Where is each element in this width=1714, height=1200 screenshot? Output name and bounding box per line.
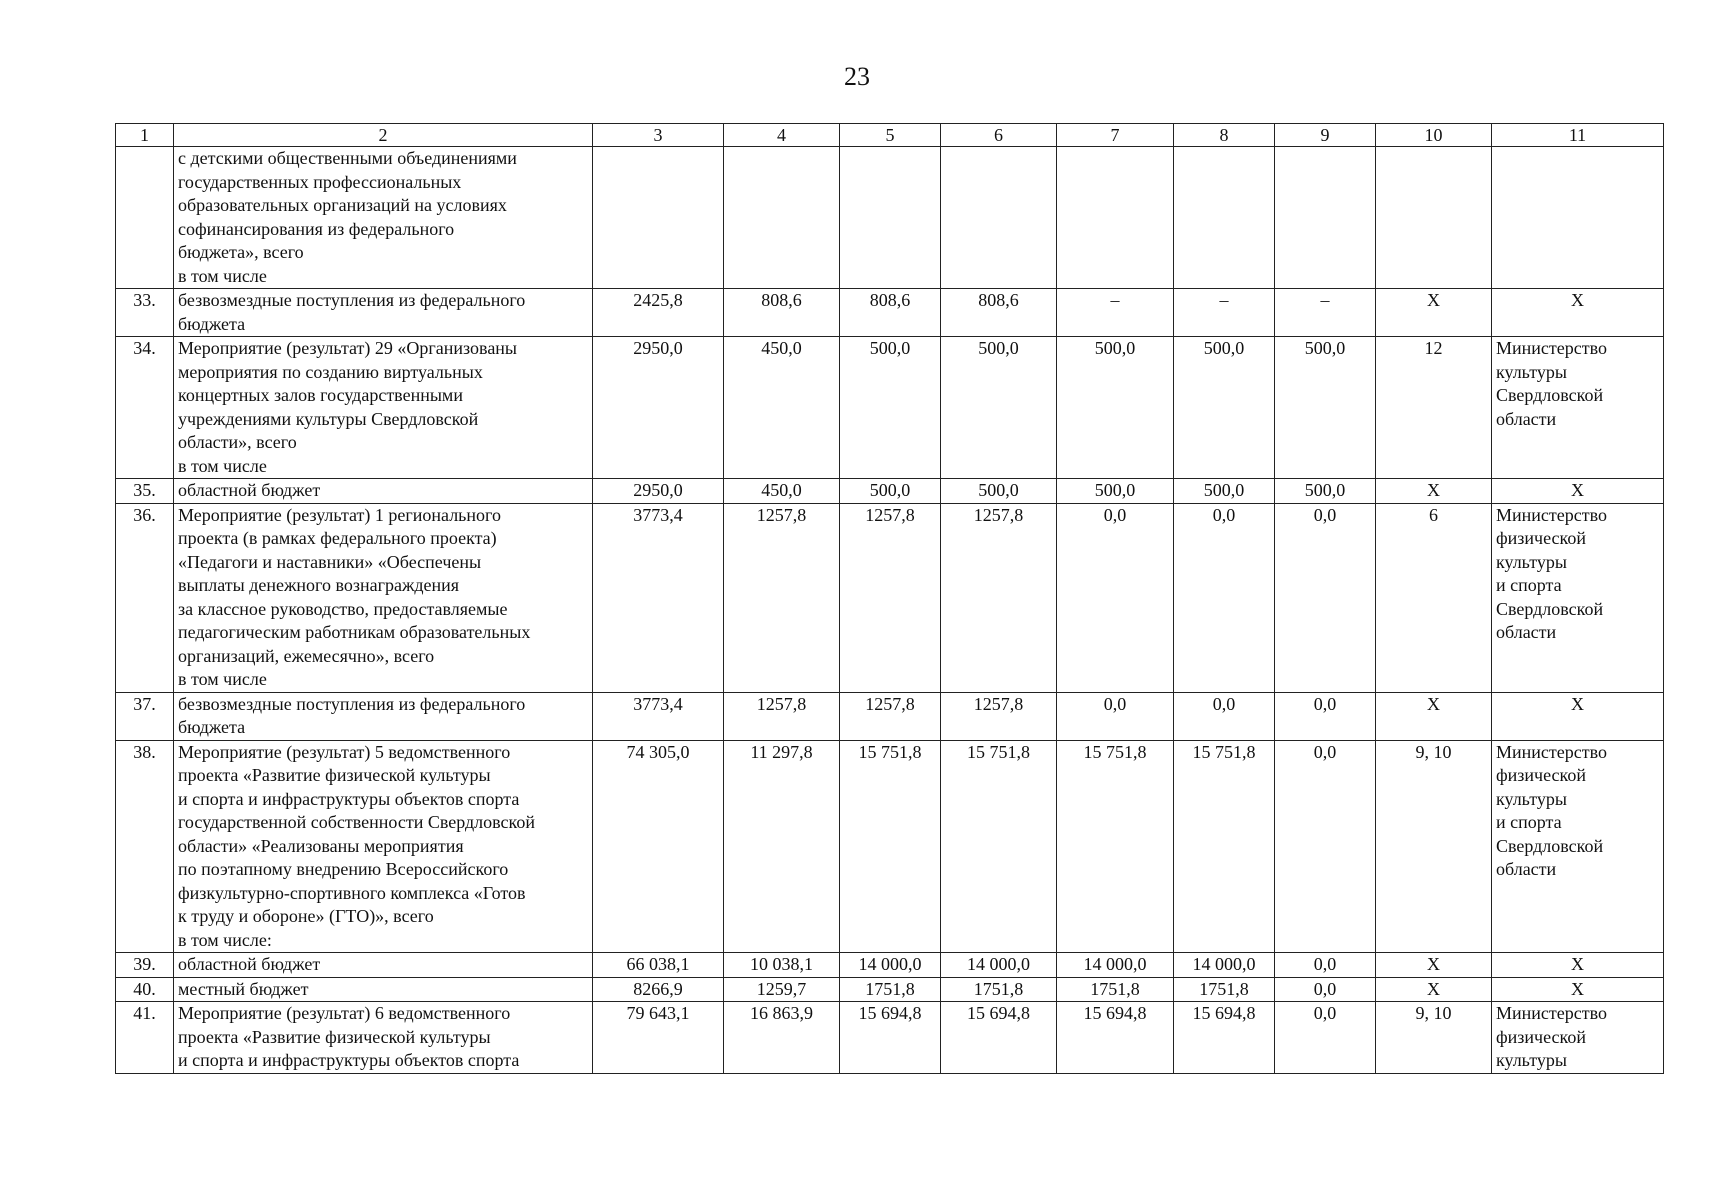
value-cell — [1376, 147, 1492, 289]
column-header: 7 — [1057, 124, 1174, 147]
value-cell: 2950,0 — [593, 479, 724, 504]
description-line: Мероприятие (результат) 5 ведомственного — [178, 741, 511, 762]
value-cell: – — [1174, 289, 1275, 337]
row-number-cell: 37. — [116, 692, 174, 740]
value-cell: 12 — [1376, 337, 1492, 479]
value-cell: 14 000,0 — [1057, 953, 1174, 978]
value-cell — [1174, 147, 1275, 289]
description-line: концертных залов государственными — [178, 385, 463, 405]
responsible-line: Свердловской — [1496, 598, 1604, 619]
description-line: в том числе — [178, 455, 267, 476]
responsible-line: физической — [1496, 528, 1586, 548]
description-line: физкультурно-спортивного комплекса «Готов — [178, 882, 526, 903]
row-number-cell: 38. — [116, 740, 174, 953]
description-line: с детскими общественными объединениями — [178, 148, 517, 168]
description-line: в том числе — [178, 669, 267, 689]
responsible-line: Министерство — [1496, 741, 1607, 762]
responsible-cell — [1492, 503, 1664, 692]
value-cell: 500,0 — [1174, 337, 1275, 479]
description-line: за классное руководство, предоставляемые — [178, 598, 508, 619]
column-header: 9 — [1275, 124, 1376, 147]
budget-table — [115, 123, 1664, 1074]
description-line: проекта «Развитие физической культуры — [178, 765, 491, 785]
row-number-cell: 35. — [116, 479, 174, 504]
description-cell — [174, 503, 593, 692]
description-line: Мероприятие (результат) 29 «Организованы — [178, 338, 518, 358]
column-header: 10 — [1376, 124, 1492, 147]
value-cell: 0,0 — [1275, 977, 1376, 1002]
value-cell: X — [1492, 953, 1664, 978]
description-line: безвозмездные поступления из федерального — [178, 290, 526, 310]
row-number-cell — [116, 147, 174, 289]
row-number-cell: 33. — [116, 289, 174, 337]
value-cell: 11 297,8 — [724, 740, 840, 953]
value-cell: 8266,9 — [593, 977, 724, 1002]
table-row — [116, 977, 1664, 1002]
value-cell: 15 694,8 — [941, 1002, 1057, 1074]
responsible-line: и спорта — [1496, 575, 1562, 595]
column-header: 11 — [1492, 124, 1664, 147]
value-cell: 1257,8 — [840, 692, 941, 740]
column-header: 6 — [941, 124, 1057, 147]
description-line: безвозмездные поступления из федерального — [178, 693, 526, 714]
value-cell: X — [1376, 953, 1492, 978]
value-cell: 1751,8 — [1174, 977, 1275, 1002]
description-cell — [174, 692, 593, 740]
value-cell: 450,0 — [724, 337, 840, 479]
description-line: и спорта и инфраструктуры объектов спорта — [178, 1050, 520, 1070]
description-line: области», всего — [178, 432, 297, 452]
responsible-line: культуры — [1496, 788, 1567, 809]
value-cell: – — [1057, 289, 1174, 337]
value-cell: 0,0 — [1275, 740, 1376, 953]
value-cell: X — [1492, 977, 1664, 1002]
table-row — [116, 1002, 1664, 1074]
responsible-line: Министерство — [1496, 1003, 1607, 1023]
value-cell: X — [1376, 479, 1492, 504]
description-line: по поэтапному внедрению Всероссийского — [178, 859, 509, 879]
value-cell: 1257,8 — [840, 503, 941, 692]
header-row — [116, 124, 1664, 147]
description-cell — [174, 1002, 593, 1074]
value-cell: 1751,8 — [941, 977, 1057, 1002]
responsible-cell — [1492, 1002, 1664, 1074]
value-cell: 500,0 — [1057, 337, 1174, 479]
value-cell: 500,0 — [1174, 479, 1275, 504]
value-cell: 500,0 — [840, 337, 941, 479]
description-line: организаций, ежемесячно», всего — [178, 645, 435, 666]
description-line: к труду и обороне» (ГТО)», всего — [178, 906, 434, 926]
column-header: 4 — [724, 124, 840, 147]
description-line: образовательных организаций на условиях — [178, 195, 507, 215]
value-cell: 2950,0 — [593, 337, 724, 479]
responsible-line: области — [1496, 859, 1557, 879]
value-cell: X — [1492, 289, 1664, 337]
description-line: бюджета — [178, 313, 246, 334]
value-cell: 500,0 — [941, 337, 1057, 479]
description-line: государственных профессиональных — [178, 171, 462, 192]
value-cell: X — [1492, 692, 1664, 740]
description-line: «Педагоги и наставники» «Обеспечены — [178, 551, 482, 572]
value-cell: 500,0 — [1275, 479, 1376, 504]
row-number-cell: 39. — [116, 953, 174, 978]
value-cell: 14 000,0 — [1174, 953, 1275, 978]
value-cell: 1257,8 — [941, 503, 1057, 692]
value-cell: 500,0 — [1057, 479, 1174, 504]
value-cell: X — [1376, 692, 1492, 740]
responsible-line: Свердловской — [1496, 835, 1604, 856]
table-body — [116, 124, 1664, 1074]
value-cell: 15 694,8 — [1174, 1002, 1275, 1074]
value-cell: 0,0 — [1275, 503, 1376, 692]
column-header: 1 — [116, 124, 174, 147]
value-cell: 15 751,8 — [840, 740, 941, 953]
value-cell: 74 305,0 — [593, 740, 724, 953]
value-cell: 14 000,0 — [840, 953, 941, 978]
value-cell: 9, 10 — [1376, 1002, 1492, 1074]
table-row — [116, 503, 1664, 692]
value-cell: 15 751,8 — [1174, 740, 1275, 953]
description-line: учреждениями культуры Свердловской — [178, 408, 479, 429]
value-cell: 0,0 — [1057, 503, 1174, 692]
value-cell: 808,6 — [840, 289, 941, 337]
description-cell — [174, 740, 593, 953]
value-cell: 2425,8 — [593, 289, 724, 337]
value-cell: 808,6 — [941, 289, 1057, 337]
value-cell — [1492, 147, 1664, 289]
page-number: 23 — [844, 62, 870, 91]
description-line: софинансирования из федерального — [178, 218, 455, 239]
value-cell — [724, 147, 840, 289]
value-cell: 66 038,1 — [593, 953, 724, 978]
value-cell — [1057, 147, 1174, 289]
responsible-line: культуры — [1496, 551, 1567, 572]
value-cell: 3773,4 — [593, 692, 724, 740]
responsible-line: области — [1496, 408, 1557, 429]
value-cell: 0,0 — [1275, 953, 1376, 978]
value-cell: 15 694,8 — [1057, 1002, 1174, 1074]
responsible-line: Министерство — [1496, 504, 1607, 525]
responsible-line: области — [1496, 622, 1557, 642]
responsible-line: культуры — [1496, 361, 1567, 382]
value-cell — [1275, 147, 1376, 289]
responsible-line: и спорта — [1496, 812, 1562, 832]
value-cell: 15 694,8 — [840, 1002, 941, 1074]
column-header: 5 — [840, 124, 941, 147]
description-line: области» «Реализованы мероприятия — [178, 835, 464, 856]
value-cell: 6 — [1376, 503, 1492, 692]
description-line: Мероприятие (результат) 1 регионального — [178, 504, 501, 525]
value-cell: 0,0 — [1174, 503, 1275, 692]
table-row — [116, 740, 1664, 953]
value-cell: 3773,4 — [593, 503, 724, 692]
value-cell: 9, 10 — [1376, 740, 1492, 953]
value-cell — [840, 147, 941, 289]
value-cell: 16 863,9 — [724, 1002, 840, 1074]
value-cell: 0,0 — [1275, 1002, 1376, 1074]
value-cell: 0,0 — [1174, 692, 1275, 740]
value-cell: 808,6 — [724, 289, 840, 337]
row-number-cell: 41. — [116, 1002, 174, 1074]
responsible-line: культуры — [1496, 1050, 1567, 1070]
description-cell — [174, 337, 593, 479]
description-line: бюджета», всего — [178, 242, 304, 262]
value-cell: 1259,7 — [724, 977, 840, 1002]
responsible-cell — [1492, 337, 1664, 479]
value-cell: 1751,8 — [1057, 977, 1174, 1002]
value-cell: 15 751,8 — [1057, 740, 1174, 953]
description-line: и спорта и инфраструктуры объектов спорта — [178, 788, 520, 809]
responsible-line: Свердловской — [1496, 385, 1604, 405]
description-line: государственной собственности Свердловской — [178, 812, 536, 832]
value-cell: 1257,8 — [724, 503, 840, 692]
row-number-cell: 36. — [116, 503, 174, 692]
table-row — [116, 479, 1664, 504]
description-line: мероприятия по созданию виртуальных — [178, 361, 483, 382]
value-cell: 79 643,1 — [593, 1002, 724, 1074]
value-cell: 10 038,1 — [724, 953, 840, 978]
table-row — [116, 147, 1664, 289]
value-cell: 15 751,8 — [941, 740, 1057, 953]
description-cell — [174, 479, 593, 504]
description-line: местный бюджет — [178, 978, 309, 999]
description-cell — [174, 289, 593, 337]
description-line: проекта (в рамках федерального проекта) — [178, 528, 497, 548]
table-row — [116, 692, 1664, 740]
description-line: в том числе — [178, 265, 267, 286]
value-cell: 500,0 — [1275, 337, 1376, 479]
description-cell — [174, 977, 593, 1002]
description-line: педагогическим работникам образовательных — [178, 622, 531, 642]
value-cell: 1751,8 — [840, 977, 941, 1002]
value-cell: 450,0 — [724, 479, 840, 504]
column-header: 2 — [174, 124, 593, 147]
description-line: выплаты денежного вознаграждения — [178, 575, 460, 595]
value-cell: 1257,8 — [724, 692, 840, 740]
value-cell: 0,0 — [1057, 692, 1174, 740]
table-row — [116, 953, 1664, 978]
row-number-cell: 34. — [116, 337, 174, 479]
column-header: 8 — [1174, 124, 1275, 147]
column-header: 3 — [593, 124, 724, 147]
value-cell: 1257,8 — [941, 692, 1057, 740]
description-line: областной бюджет — [178, 480, 321, 500]
description-line: областной бюджет — [178, 954, 321, 974]
responsible-line: физической — [1496, 1026, 1586, 1047]
responsible-line: физической — [1496, 765, 1586, 785]
description-line: в том числе: — [178, 929, 272, 950]
table-row — [116, 337, 1664, 479]
description-line: Мероприятие (результат) 6 ведомственного — [178, 1003, 511, 1023]
description-line: бюджета — [178, 717, 246, 737]
description-cell — [174, 953, 593, 978]
value-cell: X — [1376, 977, 1492, 1002]
description-cell — [174, 147, 593, 289]
value-cell — [593, 147, 724, 289]
value-cell: – — [1275, 289, 1376, 337]
value-cell: 14 000,0 — [941, 953, 1057, 978]
responsible-line: Министерство — [1496, 338, 1607, 358]
value-cell: X — [1376, 289, 1492, 337]
value-cell: 500,0 — [840, 479, 941, 504]
value-cell: 0,0 — [1275, 692, 1376, 740]
value-cell: 500,0 — [941, 479, 1057, 504]
responsible-cell — [1492, 740, 1664, 953]
value-cell — [941, 147, 1057, 289]
table-row — [116, 289, 1664, 337]
description-line: проекта «Развитие физической культуры — [178, 1026, 491, 1047]
row-number-cell: 40. — [116, 977, 174, 1002]
value-cell: X — [1492, 479, 1664, 504]
